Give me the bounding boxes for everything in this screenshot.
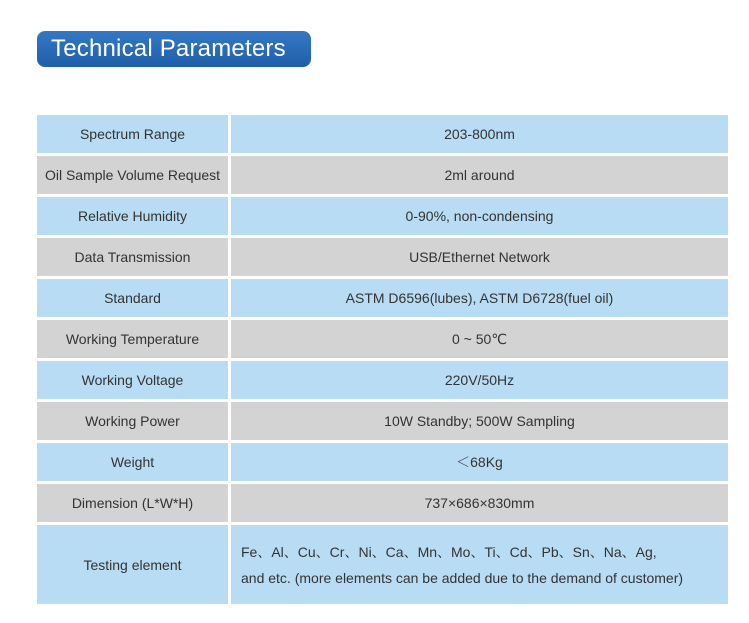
param-label: Working Temperature bbox=[37, 320, 228, 358]
param-value: ＜68Kg bbox=[231, 443, 728, 481]
table-row bbox=[37, 361, 728, 399]
param-label: Standard bbox=[37, 279, 228, 317]
param-value: 220V/50Hz bbox=[231, 361, 728, 399]
table-row bbox=[37, 156, 728, 194]
table-row bbox=[37, 320, 728, 358]
param-label: Testing element bbox=[37, 525, 228, 604]
table-row bbox=[37, 279, 728, 317]
param-label: Oil Sample Volume Request bbox=[37, 156, 228, 194]
param-value: 0-90%, non-condensing bbox=[231, 197, 728, 235]
table-row bbox=[37, 443, 728, 481]
param-value: Fe、Al、Cu、Cr、Ni、Ca、Mn、Mo、Ti、Cd、Pb、Sn、Na、Ag, and etc. (more elements can be added due to the demand of customer) bbox=[231, 525, 728, 604]
param-label: Weight bbox=[37, 443, 228, 481]
param-label: Data Transmission bbox=[37, 238, 228, 276]
param-label: Dimension (L*W*H) bbox=[37, 484, 228, 522]
param-value: ASTM D6596(lubes), ASTM D6728(fuel oil) bbox=[231, 279, 728, 317]
param-value: 737×686×830mm bbox=[231, 484, 728, 522]
parameters-table bbox=[37, 115, 728, 604]
table-row bbox=[37, 115, 728, 153]
param-value: 10W Standby; 500W Sampling bbox=[231, 402, 728, 440]
table-row bbox=[37, 238, 728, 276]
param-value: 0 ~ 50℃ bbox=[231, 320, 728, 358]
param-label: Spectrum Range bbox=[37, 115, 228, 153]
table-row bbox=[37, 402, 728, 440]
param-label: Working Power bbox=[37, 402, 228, 440]
table-row bbox=[37, 197, 728, 235]
param-label: Working Voltage bbox=[37, 361, 228, 399]
param-label: Relative Humidity bbox=[37, 197, 228, 235]
param-value: USB/Ethernet Network bbox=[231, 238, 728, 276]
page-title: Technical Parameters bbox=[37, 31, 311, 67]
table-row bbox=[37, 525, 728, 604]
param-value: 203-800nm bbox=[231, 115, 728, 153]
table-row bbox=[37, 484, 728, 522]
param-value: 2ml around bbox=[231, 156, 728, 194]
